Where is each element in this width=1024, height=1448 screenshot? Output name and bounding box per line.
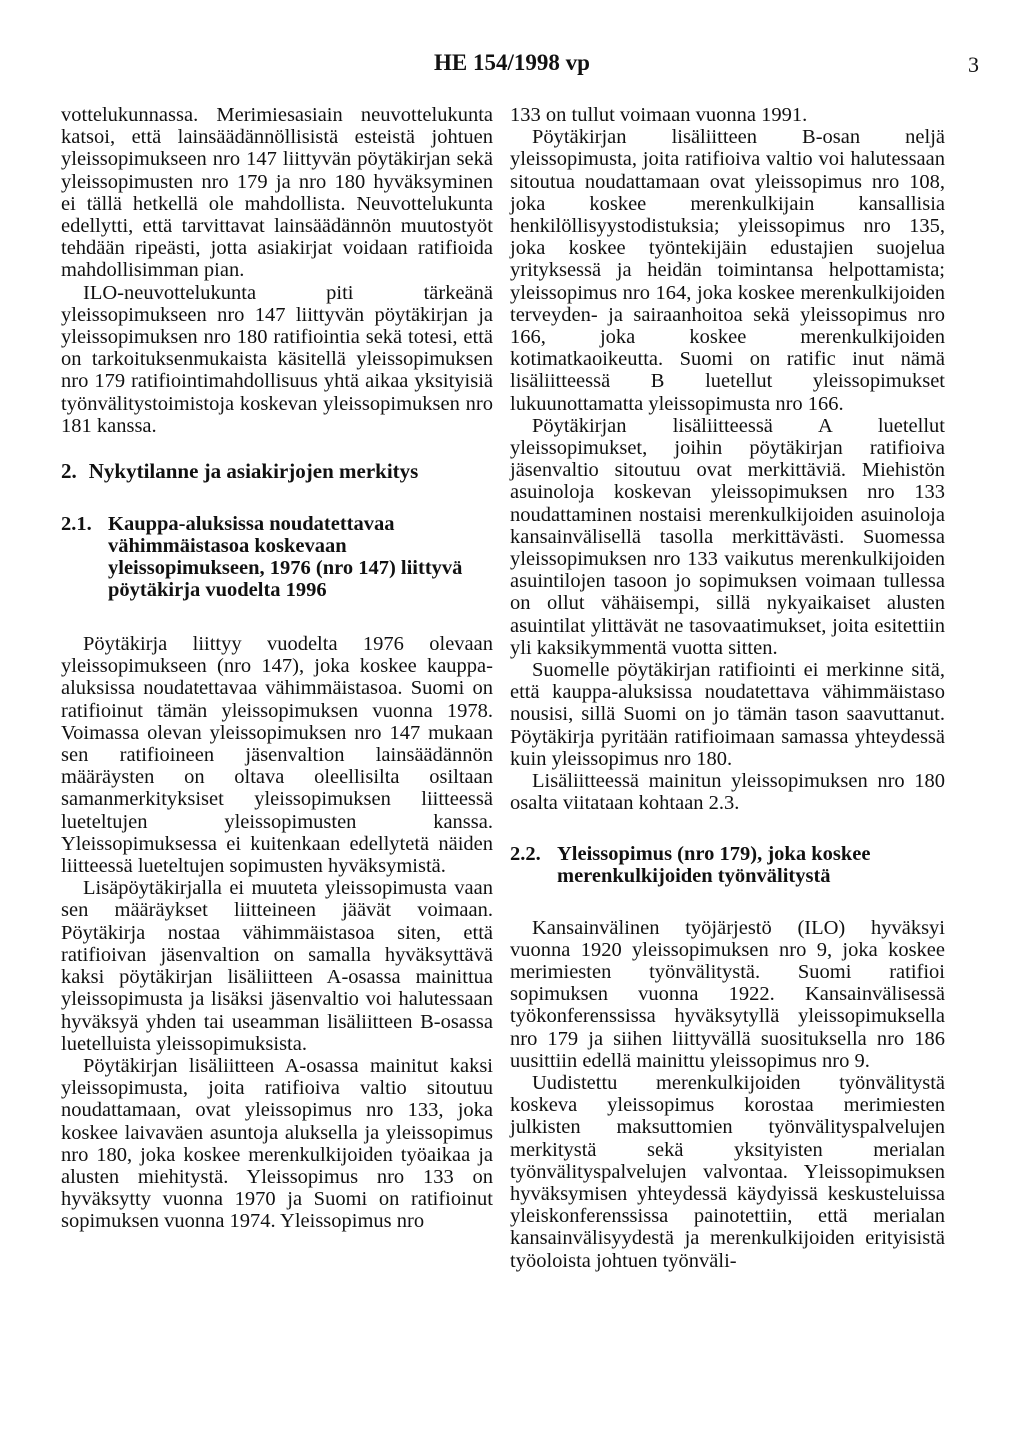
paragraph: vottelukunnassa. Merimiesasiain neuvottelukunta katsoi, että lainsäädännöllisistä esteistä johtuen yleissopimukseen nro 147 liittyvän pöytäkirjan sekä yleissopimusten nro 179 ja nro 180 hyväksyminen ei tällä hetkellä ole mahdollista. Neuvottelukunta edellytti, että tarvittavat lainsäädännön muutostyöt tehdään ripeästi, jotta asiakirjat voidaan ratifioida mahdollisimman pian. <box>61 104 493 282</box>
paragraph: Uudistettu merenkulkijoiden työnvälitystä koskeva yleissopimus korostaa merimiesten julkisten maksuttomien työnvälityspalvelujen merkitystä sekä yksityisten merialan työnvälityspalvelujen valvontaa. Yleissopimuksen hyväksymisen yhteydessä käydyissä keskusteluissa yleiskonferenssissa painotettiin, että merialan kansainvälisyydestä ja merenkulkijoiden erityisistä työoloista johtuen työnväli- <box>510 1071 945 1272</box>
paragraph: Suomelle pöytäkirjan ratifiointi ei merkinne sitä, että kauppa-aluksissa noudatettava vähimmäistaso nousisi, sillä Suomi on jo tämän tason saavuttanut. Pöytäkirja pyritään ratifioimaan samassa yhteydessä kuin yleissopimus nro 180. <box>510 659 945 770</box>
paragraph: Pöytäkirjan lisäliitteessä A luetellut yleissopimukset, joihin pöytäkirjan ratifioiva jäsenvaltio sitoutuu ovat merkittäviä. Miehistön asuinoloja koskevan yleissopimuksen nro 133 noudattaminen nostaisi merenkulkijoiden asuinoloja kansainvälisellä tasolla merkittävästi. Suomessa yleissopimuksen nro 133 vaikutus merenkulkijoiden asuintilojen tasoon jo sopimuksen voimaan tullessa on ollut vähäisempi, sillä nykyaikaiset alusten asuintilat ylittävät ne tasovaatimukset, joita esitettiin yli kaksikymmentä vuotta sitten. <box>510 414 945 659</box>
section-number: 2. <box>61 459 77 484</box>
left-column <box>61 104 493 1233</box>
right-column <box>510 104 945 1272</box>
paragraph: Pöytäkirja liittyy vuodelta 1976 olevaan yleissopimukseen (nro 147), joka koskee kauppa-aluksissa noudatettavaa vähimmäistasoa. Suomi on ratifioinut tämän yleissopimuksen vuonna 1978. Voimassa olevan yleissopimuksen nro 147 mukaan sen ratifioineen jäsenvaltion lainsäädännön määräysten on oltava oleellisilta osiltaan samanmerkityksiset yleissopimuksen liitteessä lueteltujen yleissopimusten kanssa. Yleissopimuksessa ei kuitenkaan edellytetä näiden liitteessä lueteltujen sopimusten hyväksymistä. <box>61 633 493 878</box>
paragraph: Kansainvälinen työjärjestö (ILO) hyväksyi vuonna 1920 yleissopimuksen nro 9, joka koskee merimiesten työnvälitystä. Suomi ratifioi sopimuksen vuonna 1922. Kansainvälisessä työkonferenssissa hyväksytyllä yleissopimuksella nro 179 ja siihen liittyvällä suosituksella nro 186 uusittiin edellä mainittu yleissopimus nro 9. <box>510 916 945 1072</box>
paragraph: Lisäliitteessä mainitun yleissopimuksen nro 180 osalta viitataan kohtaan 2.3. <box>510 770 945 815</box>
paragraph: Pöytäkirjan lisäliitteen B-osan neljä yleissopimusta, joita ratifioiva valtio voi halutessaan sitoutua noudattamaan ovat yleissopimus nro 108, joka koskee merenkulkijain kansallisia henkilöllisyystodistuksia; yleissopimus nro 135, joka koskee työntekijäin edustajien suojelua yrityksessä ja heidän toimintansa helpottamista; yleissopimus nro 164, joka koskee merenkulkijoiden terveyden- ja sairaanhoitoa sekä yleissopimus nro 166, joka koskee merenkulkijoiden kotimatkaoikeutta. Suomi on ratific inut nämä lisäliitteessä B luetellut yleissopimukset lukuunottamatta yleissopimusta nro 166. <box>510 126 945 415</box>
paragraph: 133 on tullut voimaan vuonna 1991. <box>510 104 808 126</box>
paragraph: Lisäpöytäkirjalla ei muuteta yleissopimusta vaan sen määräykset liitteineen jäävät voimaan. Pöytäkirja nostaa vähimmäistasoa siten, että ratifioivan jäsenvaltion on samalla hyväksyttävä kaksi pöytäkirjan lisäliitteen A-osassa mainittua yleissopimusta ja lisäksi jäsenvaltio voi halutessaan hyväksyä yhden tai useamman lisäliitteen B-osassa luetelluista yleissopimuksista. <box>61 877 493 1055</box>
page-header-title: HE 154/1998 vp <box>434 50 590 75</box>
section-heading <box>61 459 493 483</box>
subsection-title: Yleissopimus (nro 179), joka koskee merenkulkijoiden työnvälitystä <box>557 842 871 887</box>
paragraph: Pöytäkirjan lisäliitteen A-osassa mainitut kaksi yleissopimusta, joita ratifioiva valtio sitoutuu noudattamaan, ovat yleissopimus nro 133, joka koskee laivaväen asuntoja aluksella ja yleissopimus nro 180, joka koskee merenkulkijoiden työaikaa ja alusten miehitystä. Yleissopimus nro 133 on hyväksytty vuonna 1970 ja Suomi on ratifioinut sopimuksen vuonna 1974. Yleissopimus nro <box>61 1054 493 1233</box>
page-number: 3 <box>968 52 979 77</box>
subsection-heading <box>510 843 945 887</box>
subsection-number: 2.1. <box>61 513 92 536</box>
subsection-heading <box>61 513 493 601</box>
paragraph: ILO-neuvottelukunta piti tärkeänä yleissopimukseen nro 147 liittyvän pöytäkirjan ja yleissopimuksen nro 180 ratifiointia sekä totesi, että on tarkoituksenmukaista käsitellä yleissopimuksen nro 179 ratifiointimahdollisuus yhtä aikaa yksityisiä työnvälitystoimistoja koskevan yleissopimuksen nro 181 kanssa. <box>61 281 493 437</box>
subsection-title: Kauppa-aluksissa noudatettavaa vähimmäistasoa koskevaan yleissopimukseen, 1976 (nro 147) liittyvä pöytäkirja vuodelta 1996 <box>108 513 463 602</box>
subsection-number: 2.2. <box>510 842 541 865</box>
section-title: Nykytilanne ja asiakirjojen merkitys <box>88 459 419 484</box>
